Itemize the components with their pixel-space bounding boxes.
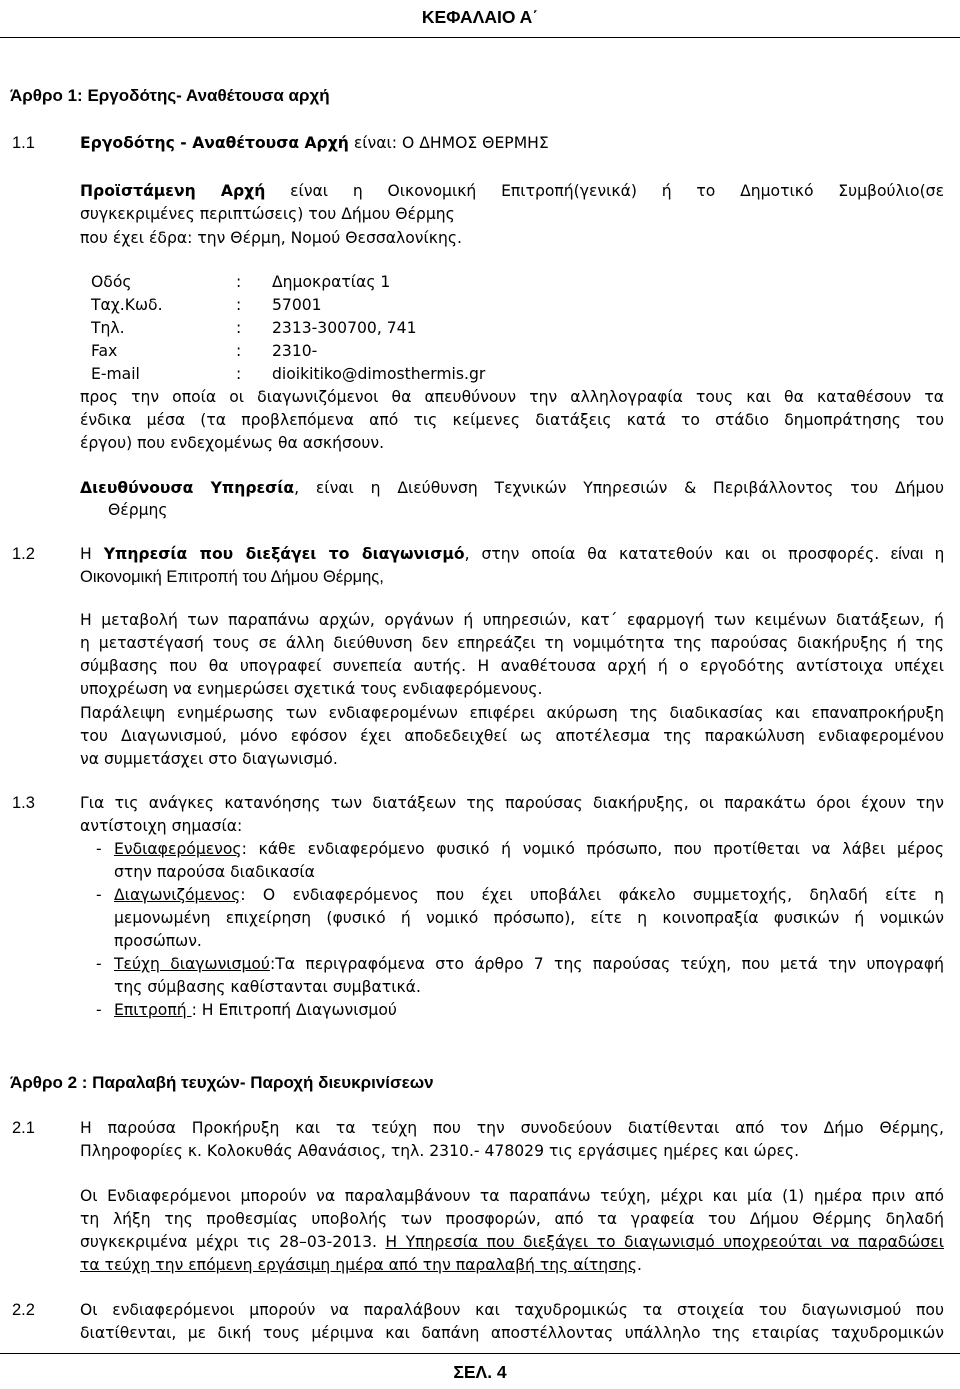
section-number: 1.2 [12, 545, 35, 563]
bullet-dash: - [96, 840, 102, 858]
pickup-line [80, 1255, 642, 1275]
definition-text: :Τα περιγραφόμενα στο άρθρο 7 της παρούσας τεύχη, που μετά την υπογραφή [269, 955, 945, 973]
omission-line: του Διαγωνισμού, μόνο εφόσον έχει αποδεδειχθεί ως αποτέλεσμα της παρακώλυση ενδιαφερομένου [80, 727, 944, 745]
section-number: 2.2 [12, 1301, 35, 1319]
proistamenh-line-3: που έχει έδρα: την Θέρμη, Νομού Θεσσαλονίκης. [80, 229, 462, 247]
section-number: 1.1 [12, 134, 35, 152]
contact-value: 2310- [272, 342, 318, 360]
correspondence-line: έργου) που ενδεχομένως θα ασκήσουν. [80, 434, 385, 452]
section-2-2-line: Οι ενδιαφερόμενοι μπορούν να παραλάβουν και ταχυδρομικώς τα στοιχεία του διαγωνισμού που [80, 1301, 944, 1319]
pickup-line: τη λήξη της προθεσμίας υποβολής των προσφορών, από τα γραφεία του Δήμου Θέρμης δηλαδή [80, 1210, 944, 1228]
definition-term: Επιτροπή [114, 1001, 192, 1019]
s12-pre: Η [80, 545, 104, 563]
correspondence-line: προς την οποία οι διαγωνιζόμενοι θα απευθύνουν την αλληλογραφία τους και θα καταθέσουν τα [80, 388, 944, 406]
contact-value: Δημοκρατίας 1 [272, 273, 391, 291]
contact-sep: : [236, 296, 242, 314]
footer-rule [0, 1353, 960, 1354]
contact-sep: : [236, 273, 242, 291]
header-rule [0, 37, 960, 38]
deadline-text: συγκεκριμένα μέχρι τις 28–03-2013. [80, 1233, 377, 1251]
definition-item [114, 1000, 397, 1020]
s12-rest: , στην οποία θα κατατεθούν και οι προσφορές. [464, 545, 880, 563]
delivery-obligation: Η Υπηρεσία που διεξάγει το διαγωνισμό υποχρεούται να παραδώσει [385, 1233, 944, 1251]
correspondence-line: ένδικα μέσα (τα προβλεπόμενα από τις κείμενες διατάξεις κατά το στάδιο δημοπράτησης του [80, 411, 944, 429]
employer-label: Εργοδότης - Αναθέτουσα Αρχή [80, 134, 349, 152]
contact-label: Οδός [91, 273, 132, 291]
contact-label: Τηλ. [91, 319, 125, 337]
proistamenh-line-1 [80, 181, 944, 201]
contact-label: Ταχ.Κωδ. [91, 296, 163, 314]
directing-rest: , είναι η Διεύθυνση Τεχνικών Υπηρεσιών & Περιβάλλοντος του Δήμου [294, 479, 944, 497]
article-1-title: Άρθρο 1: Εργοδότης- Αναθέτουσα αρχή [10, 86, 330, 105]
definition-cont: στην παρούσα διαδικασία [114, 863, 315, 881]
definition-item [114, 885, 944, 905]
definition-cont: μεμονωμένη επιχείρηση (φυσικό ή νομικό πρόσωπο), είτε η κοινοπραξία φυσικών ή νομικών [114, 909, 944, 927]
pickup-line [80, 1232, 944, 1252]
s12-tail: είναι η [879, 545, 945, 563]
section-number: 2.1 [12, 1119, 35, 1137]
definition-term: Ενδιαφερόμενος [114, 840, 242, 858]
section-2-1-line: Πληροφορίες κ. Κολοκυθάς Αθανάσιος, τηλ. 2310.- 478029 τις εργάσιμες ημέρες και ώρες. [80, 1142, 800, 1160]
section-1-2-line-2: Οικονομική Επιτροπή του Δήμου Θέρμης, [80, 568, 384, 586]
change-line: Η μεταβολή των παραπάνω αρχών, οργάνων ή υπηρεσιών, κατ΄ εφαρμογή των κειμένων διατάξεων, ή [80, 611, 944, 629]
contact-value: 2313-300700, 741 [272, 319, 417, 337]
period: . [637, 1256, 642, 1274]
section-1-2-line-1 [80, 544, 944, 564]
definition-text: : Η Επιτροπή Διαγωνισμού [191, 1001, 397, 1019]
contact-label: Fax [91, 342, 118, 360]
contact-value: dioikitiko@dimosthermis.gr [272, 365, 486, 383]
employer-value: είναι: Ο ΔΗΜΟΣ ΘΕΡΜΗΣ [348, 134, 549, 152]
definition-text: : Ο ενδιαφερόμενος που έχει υποβάλει φάκελο συμμετοχής, δηλαδή είτε η [240, 886, 944, 904]
directing-line-2: Θέρμης [108, 501, 168, 519]
change-line: σύμβασης που θα υπογραφεί συνεπεία αυτής. Η αναθέτουσα αρχή ή ο εργοδότης αντίστοιχα υπέχει [80, 657, 944, 675]
change-line: υποχρέωση να ενημερώσει σχετικά τους ενδιαφερόμενους. [80, 680, 543, 698]
section-number: 1.3 [12, 794, 35, 812]
pickup-line: Οι Ενδιαφερόμενοι μπορούν να παραλαμβάνουν τα παραπάνω τεύχη, μέχρι και μία (1) ημέρα πριν από [80, 1187, 944, 1205]
contact-sep: : [236, 365, 242, 383]
contact-value: 57001 [272, 296, 322, 314]
change-line: η μεταστέγασή τους σε άλλη διεύθυνση δεν επηρεάζει τη νομιμότητα της παρούσας διακήρυξης ή της [80, 634, 944, 652]
definitions-intro: αντίστοιχη σημασία: [80, 817, 243, 835]
proistamenh-rest: είναι η Οικονομική Επιτροπή(γενικά) ή το Δημοτικό Συμβούλιο(σε [290, 182, 944, 200]
delivery-obligation: τα τεύχη την επόμενη εργάσιμη ημέρα από την παραλαβή της αίτησης [80, 1256, 638, 1274]
section-2-2-line: διατίθενται, με δική τους μέριμνα και δαπάνη αποστέλλοντας υπάλληλο της εταιρίας ταχυδρομικών [80, 1324, 944, 1342]
definition-cont: προσώπων. [114, 932, 202, 950]
omission-line: Παράλειψη ενημέρωσης των ενδιαφερομένων επιφέρει ακύρωση της διαδικασίας και επαναπροκήρυξη [80, 704, 944, 722]
definition-term: Διαγωνιζόμενος [114, 886, 241, 904]
definition-term: Τεύχη διαγωνισμού [114, 955, 270, 973]
definition-cont: της σύμβασης καθίστανται συμβατικά. [114, 978, 421, 996]
directing-line-1 [80, 478, 944, 498]
s12-label: Υπηρεσία που διεξάγει το διαγωνισμό [103, 545, 465, 563]
contact-sep: : [236, 342, 242, 360]
article-2-title: Άρθρο 2 : Παραλαβή τευχών- Παροχή διευκρινίσεων [10, 1073, 434, 1092]
bullet-dash: - [96, 1001, 102, 1019]
section-2-1-line: Η παρούσα Προκήρυξη και τα τεύχη που την συνοδεύουν διατίθενται από τον Δήμο Θέρμης, [80, 1119, 944, 1137]
omission-line: να συμμετάσχει στο διαγωνισμό. [80, 750, 338, 768]
definitions-intro: Για τις ανάγκες κατανόησης των διατάξεων της παρούσας διακήρυξης, οι παρακάτω όροι έχουν την [80, 794, 944, 812]
directing-label: Διευθύνουσα Υπηρεσία [80, 479, 295, 497]
proistamenh-label: Προϊστάμενη Αρχή [80, 182, 266, 200]
definition-item [114, 954, 944, 974]
proistamenh-line-2: συγκεκριμένες περιπτώσεις) του Δήμου Θέρμης [80, 205, 455, 223]
definition-text: : κάθε ενδιαφερόμενο φυσικό ή νομικό πρόσωπο, που προτίθεται να λάβει μέρος [241, 840, 944, 858]
contact-label: E-mail [91, 365, 140, 383]
contact-sep: : [236, 319, 242, 337]
section-1-1-text [80, 133, 549, 153]
chapter-title: ΚΕΦΑΛΑΙΟ Α΄ [421, 7, 539, 27]
bullet-dash: - [96, 886, 102, 904]
bullet-dash: - [96, 955, 102, 973]
definition-item [114, 839, 944, 859]
page-number: ΣΕΛ. 4 [453, 1362, 507, 1382]
